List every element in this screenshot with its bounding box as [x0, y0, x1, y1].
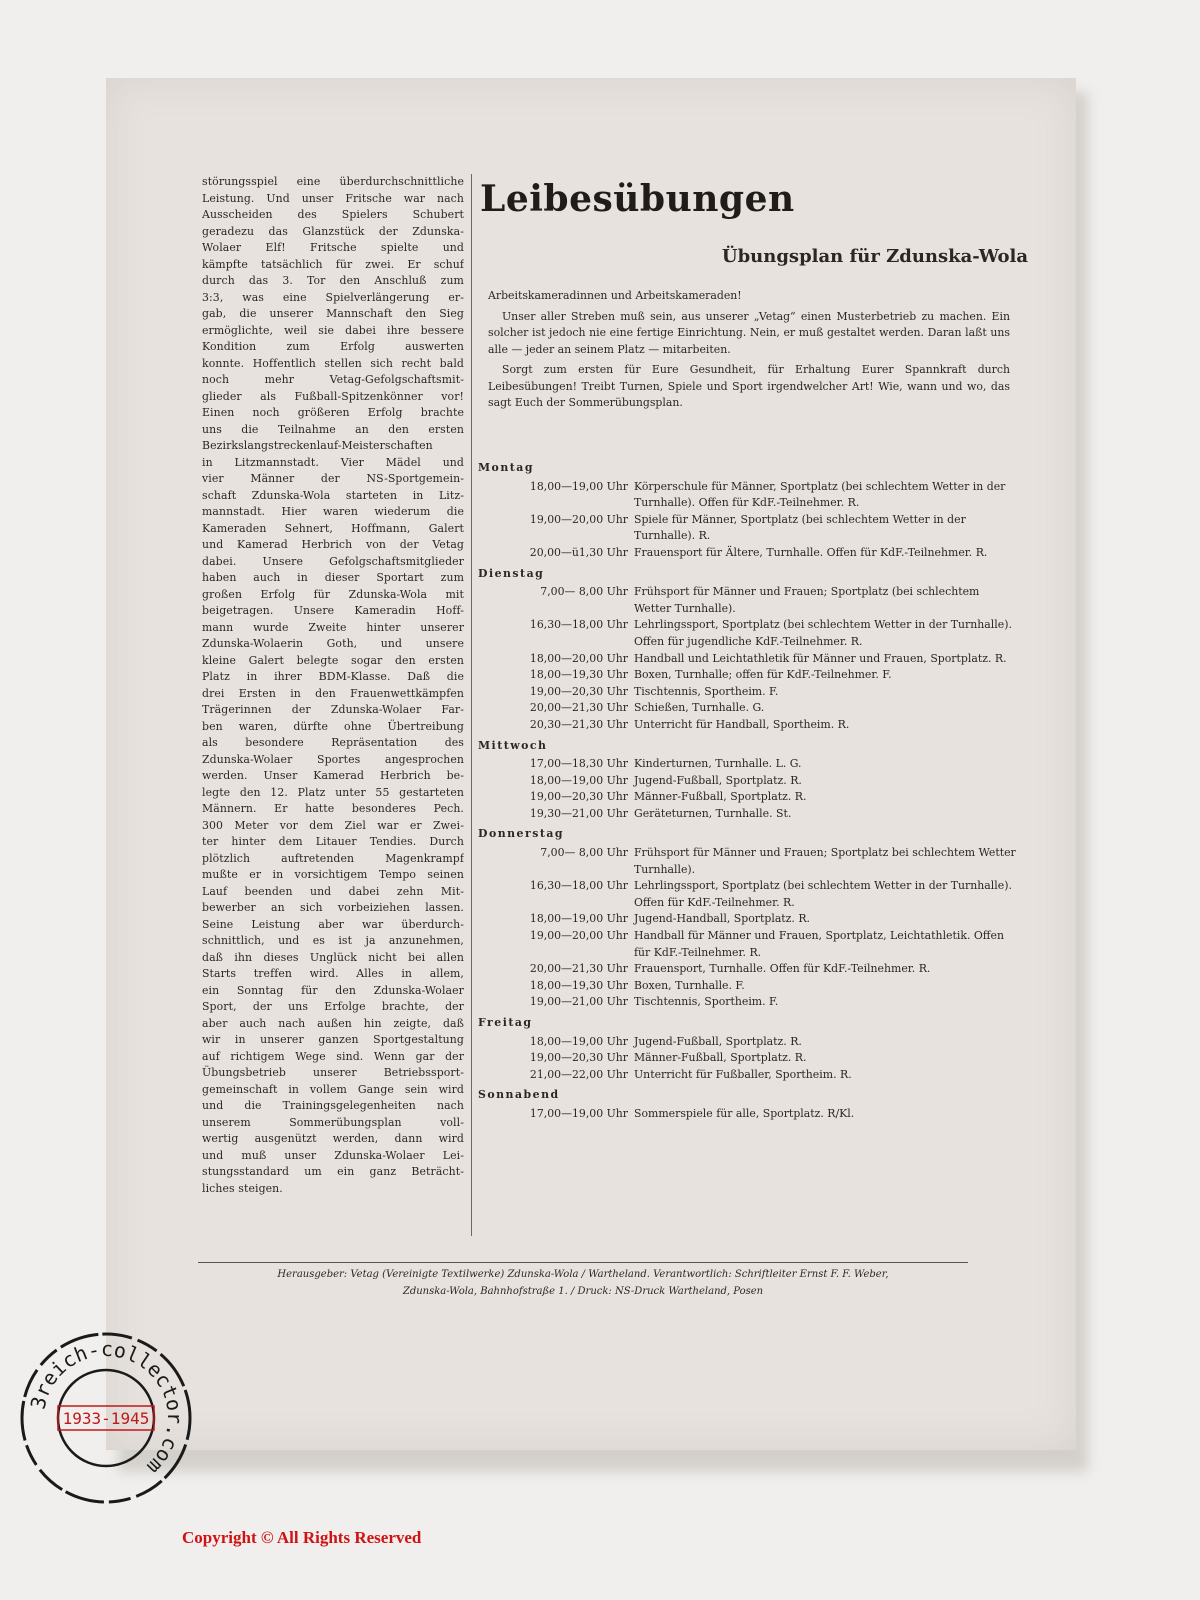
schedule-row — [478, 911, 1018, 928]
salutation: Arbeitskameradinnen und Arbeitskameraden! — [488, 289, 742, 302]
schedule-row — [478, 617, 1018, 650]
activity: Boxen, Turnhalle. F. — [634, 978, 745, 992]
time-slot: 19,00—20,00 Uhr — [529, 512, 628, 526]
schedule-row — [478, 1106, 1018, 1123]
article-line: Wolaer Elf! Fritsche spielte und — [202, 241, 464, 254]
time-slot: 7,00— 8,00 Uhr — [540, 846, 628, 860]
article-line: werden. Unser Kamerad Herbrich be- — [202, 769, 464, 782]
schedule-row — [478, 651, 1018, 668]
article-line: gemeinschaft in vollem Gange sein wird — [202, 1082, 464, 1096]
schedule-row — [478, 1067, 1018, 1084]
article-line: wir in unserer ganzen Sportgestaltung — [202, 1033, 464, 1046]
activity: Lehrlingssport, Sportplatz (bei schlechtem Wetter in der Turnhalle). Offen für KdF.-Teilnehmer. R. — [634, 879, 1012, 909]
article-line: noch mehr Vetag-Gefolgschaftsmit- — [202, 373, 464, 386]
schedule-row — [478, 545, 1018, 562]
article-line: Sport, der uns Erfolge brachte, der — [202, 1000, 464, 1013]
article-line: stungsstandard um ein ganz Beträcht- — [202, 1165, 464, 1178]
article-line: plötzlich auftretenden Magenkrampf — [202, 851, 464, 865]
article-line: bewerber an sich vorbeiziehen lassen. — [202, 901, 464, 914]
activity: Kinderturnen, Turnhalle. L. G. — [634, 757, 802, 771]
time-slot: 19,30—21,00 Uhr — [529, 806, 628, 820]
stamp-years: 1933-1945 — [62, 1409, 150, 1428]
article-line: Einen noch größeren Erfolg brachte — [202, 406, 464, 419]
time-slot: 16,30—18,00 Uhr — [529, 879, 628, 893]
article-line: 3:3, was eine Spielverlängerung er- — [202, 290, 464, 304]
time-slot: 20,00—21,30 Uhr — [529, 701, 628, 715]
copyright-notice: Copyright © All Rights Reserved — [182, 1528, 422, 1547]
article-line: kleine Galert belegte sogar den ersten — [202, 653, 464, 667]
article-line: Zdunska-Wolaerin Goth, und unsere — [202, 637, 464, 650]
right-column — [478, 170, 1028, 1120]
article-line: mannstadt. Hier waren wiederum die — [202, 505, 464, 518]
schedule-row — [478, 717, 1018, 734]
activity: Frauensport, Turnhalle. Offen für KdF.-Teilnehmer. R. — [634, 962, 931, 976]
activity: Männer-Fußball, Sportplatz. R. — [634, 1051, 807, 1065]
article-line: Leistung. Und unser Fritsche war nach — [202, 191, 464, 205]
activity: Tischtennis, Sportheim. F. — [634, 684, 779, 698]
article-line: geradezu das Glanzstück der Zdunska- — [202, 224, 464, 238]
schedule-row — [478, 1034, 1018, 1051]
time-slot: 18,00—19,30 Uhr — [529, 668, 628, 682]
time-slot: 17,00—18,30 Uhr — [529, 757, 628, 771]
stamp-ring-text: 3reich-collector.com — [25, 1336, 188, 1480]
activity: Unterricht für Handball, Sportheim. R. — [634, 717, 850, 731]
article-line: uns die Teilnahme an den ersten — [202, 422, 464, 436]
day-heading: Dienstag — [478, 566, 545, 580]
schedule-row — [478, 479, 1018, 512]
article-line: aber auch nach außen hin zeigte, daß — [202, 1016, 464, 1030]
day-heading: Donnerstag — [478, 827, 565, 841]
activity: Körperschule für Männer, Sportplatz (bei schlechtem Wetter in der Turnhalle). Offen für KdF.-Teilnehmer. R. — [634, 479, 1006, 510]
article-line: in Litzmannstadt. Vier Mädel und — [202, 455, 464, 469]
schedule-row — [478, 789, 1018, 806]
document-page — [106, 78, 1076, 1450]
schedule-row — [478, 584, 1018, 617]
schedule-row — [478, 994, 1018, 1011]
activity: Jugend-Fußball, Sportplatz. R. — [634, 773, 802, 787]
article-line: glieder als Fußball-Spitzenkönner vor! — [202, 389, 464, 403]
time-slot: 20,00—21,30 Uhr — [529, 962, 628, 976]
schedule-row — [478, 756, 1018, 773]
time-slot: 20,00—ü1,30 Uhr — [529, 545, 628, 559]
schedule-row — [478, 667, 1018, 684]
schedule-row — [478, 773, 1018, 790]
page-subtitle: Übungsplan für Zdunska-Wola — [721, 246, 1028, 267]
activity: Frühsport für Männer und Frauen; Sportplatz bei schlechtem Wetter Turnhalle). — [634, 846, 1016, 876]
schedule-row — [478, 878, 1018, 911]
activity: Boxen, Turnhalle; offen für KdF.-Teilnehmer. F. — [634, 668, 892, 682]
collector-stamp — [18, 1330, 194, 1506]
schedule-row — [478, 1050, 1018, 1067]
article-line: vier Männer der NS-Sportgemein- — [202, 472, 464, 485]
time-slot: 18,00—19,00 Uhr — [529, 912, 628, 926]
imprint-line-2: Zdunska-Wola, Bahnhofstraße 1. / Druck: NS-Druck Wartheland, Posen — [402, 1286, 764, 1297]
article-line: und Kamerad Herbrich von der Vetag — [202, 538, 464, 551]
article-line: ermöglichte, weil sie dabei ihre bessere — [202, 323, 464, 337]
imprint-footer — [198, 1266, 968, 1300]
article-line: Kameraden Sehnert, Hoffmann, Galert — [202, 521, 464, 535]
time-slot: 19,00—20,00 Uhr — [529, 929, 628, 943]
article-line: 300 Meter vor dem Ziel war er Zwei- — [202, 818, 464, 832]
article-line: Bezirkslangstreckenlauf-Meisterschaften — [202, 439, 433, 452]
article-line: schnittlich, und es ist ja anzunehmen, — [202, 934, 464, 947]
article-line: beigetragen. Unsere Kameradin Hoff- — [202, 604, 464, 617]
activity: Sommerspiele für alle, Sportplatz. R/Kl. — [634, 1106, 855, 1120]
activity: Handball für Männer und Frauen, Sportplatz, Leichtathletik. Offen für KdF.-Teilnehmer. R. — [634, 929, 1005, 959]
article-line: drei Ersten in den Frauenwettkämpfen — [202, 686, 464, 700]
article-line: legte den 12. Platz unter 55 gestarteten — [202, 785, 464, 799]
footer-rule — [198, 1262, 968, 1263]
day-block-montag — [478, 460, 1018, 562]
activity: Lehrlingssport, Sportplatz (bei schlechtem Wetter in der Turnhalle). Offen für jugendliche KdF.-Teilnehmer. R. — [634, 618, 1012, 648]
time-slot: 18,00—19,00 Uhr — [529, 773, 628, 787]
column-divider — [471, 174, 472, 1236]
schedule — [478, 456, 1018, 1123]
schedule-row — [478, 700, 1018, 717]
schedule-row — [478, 978, 1018, 995]
day-block-donnerstag — [478, 826, 1018, 1011]
day-block-sonnabend — [478, 1087, 1018, 1122]
activity: Jugend-Handball, Sportplatz. R. — [634, 912, 811, 926]
activity: Spiele für Männer, Sportplatz (bei schlechtem Wetter in der Turnhalle). R. — [634, 512, 966, 543]
article-line: und die Trainingsgelegenheiten nach — [202, 1099, 464, 1112]
schedule-row — [478, 512, 1018, 545]
day-heading: Sonnabend — [478, 1088, 560, 1102]
day-block-mittwoch — [478, 738, 1018, 823]
article-line: störungsspiel eine überdurchschnittliche — [202, 175, 464, 188]
article-line: Platz in ihrer BDM-Klasse. Daß die — [202, 670, 464, 683]
intro-paragraph-1: Unser aller Streben muß sein, aus unserer „Vetag“ einen Musterbetrieb zu machen. Ein solcher ist jedoch nie eine fertige Einrichtung. Nein, er muß gestaltet werden. Daran laßt uns alle — jeder an seinem Platz — mitarbeiten. — [488, 309, 1010, 356]
schedule-row — [478, 845, 1018, 878]
time-slot: 7,00— 8,00 Uhr — [540, 585, 628, 599]
time-slot: 21,00—22,00 Uhr — [529, 1067, 628, 1081]
schedule-row — [478, 928, 1018, 961]
article-line: haben auch in dieser Sportart zum — [202, 571, 464, 584]
activity: Geräteturnen, Turnhalle. St. — [634, 806, 792, 820]
article-line: Zdunska-Wolaer Sportes angesprochen — [202, 752, 464, 766]
article-line: Übungsbetrieb unserer Betriebssport- — [202, 1066, 464, 1079]
time-slot: 18,00—19,00 Uhr — [529, 1034, 628, 1048]
schedule-row — [478, 684, 1018, 701]
article-line: Starts treffen wird. Alles in allem, — [202, 967, 464, 980]
article-line: konnte. Hoffentlich stellen sich recht bald — [202, 356, 464, 370]
article-line: schaft Zdunska-Wola starteten in Litz- — [202, 488, 464, 502]
article-line: durch das 3. Tor den Anschluß zum — [202, 274, 464, 287]
article-line: und muß unser Zdunska-Wolaer Lei- — [202, 1148, 464, 1162]
page-title: Leibesübungen — [480, 178, 795, 220]
article-line: ein Sonntag für den Zdunska-Wolaer — [202, 983, 464, 997]
article-line: unserem Sommerübungsplan voll- — [202, 1115, 464, 1129]
intro-paragraph-2: Sorgt zum ersten für Eure Gesundheit, für Erhaltung Eurer Spannkraft durch Leibesübungen! Treibt Turnen, Spiele und Sport irgendwelcher Art! Wie, wann und wo, das sagt Euch der Sommerübungsplan. — [488, 363, 1010, 409]
time-slot: 18,00—20,00 Uhr — [529, 651, 628, 665]
time-slot: 16,30—18,00 Uhr — [529, 618, 628, 632]
activity: Männer-Fußball, Sportplatz. R. — [634, 790, 807, 804]
time-slot: 20,30—21,30 Uhr — [529, 717, 628, 731]
article-line: Lauf beenden und dabei zehn Mit- — [202, 884, 464, 898]
article-line: ter hinter dem Litauer Tendies. Durch — [202, 835, 464, 848]
time-slot: 19,00—21,00 Uhr — [529, 995, 628, 1009]
day-block-dienstag — [478, 566, 1018, 734]
article-line: kämpfte tatsächlich für zwei. Er schuf — [202, 257, 464, 271]
activity: Frauensport für Ältere, Turnhalle. Offen für KdF.-Teilnehmer. R. — [634, 545, 988, 559]
article-line: Kondition zum Erfolg auswerten — [202, 340, 464, 353]
schedule-row — [478, 961, 1018, 978]
day-heading: Montag — [478, 461, 534, 474]
article-line: daß ihn dieses Unglück nicht bei allen — [202, 950, 464, 964]
imprint-line-1: Herausgeber: Vetag (Vereinigte Textilwerke) Zdunska-Wola / Wartheland. Verantwortlich: Schriftleiter Ernst F. F. Weber, — [277, 1269, 889, 1280]
time-slot: 18,00—19,00 Uhr — [529, 479, 628, 493]
time-slot: 18,00—19,30 Uhr — [529, 978, 628, 992]
activity: Tischtennis, Sportheim. F. — [634, 995, 779, 1009]
article-line: Männern. Er hatte besonderes Pech. — [202, 802, 464, 815]
activity: Frühsport für Männer und Frauen; Sportplatz (bei schlechtem Wetter Turnhalle). — [634, 585, 980, 615]
time-slot: 19,00—20,30 Uhr — [529, 790, 628, 804]
intro-section — [488, 288, 1010, 416]
article-line: gab, die unserer Mannschaft den Sieg — [202, 307, 464, 320]
left-article-column — [202, 174, 464, 1197]
article-line: wertig ausgenützt werden, dann wird — [202, 1132, 464, 1145]
article-line: mann wurde Zweite hinter unserer — [202, 620, 464, 634]
schedule-row — [478, 806, 1018, 823]
article-line: mußte er in vorsichtigem Tempo seinen — [202, 868, 464, 881]
activity: Schießen, Turnhalle. G. — [634, 701, 765, 715]
article-line: Seine Leistung aber war überdurch- — [202, 917, 464, 931]
activity: Jugend-Fußball, Sportplatz. R. — [634, 1034, 802, 1048]
article-line: auf richtigem Wege sind. Wenn gar der — [202, 1049, 464, 1063]
article-line: großen Erfolg für Zdunska-Wola mit — [202, 587, 464, 601]
activity: Handball und Leichtathletik für Männer und Frauen, Sportplatz. R. — [634, 651, 1007, 665]
time-slot: 19,00—20,30 Uhr — [529, 684, 628, 698]
article-line: liches steigen. — [202, 1181, 283, 1195]
article-line: Trägerinnen der Zdunska-Wolaer Far- — [202, 703, 464, 716]
activity: Unterricht für Fußballer, Sportheim. R. — [634, 1067, 852, 1081]
day-heading: Mittwoch — [478, 738, 548, 752]
article-line: als besondere Repräsentation des — [202, 736, 464, 749]
day-heading: Freitag — [478, 1016, 533, 1029]
article-line: Ausscheiden des Spielers Schubert — [202, 208, 464, 221]
time-slot: 17,00—19,00 Uhr — [529, 1106, 628, 1120]
day-block-freitag — [478, 1015, 1018, 1083]
article-line: ben waren, dürfte ohne Übertreibung — [202, 719, 464, 733]
article-line: dabei. Unsere Gefolgschaftsmitglieder — [202, 554, 464, 568]
time-slot: 19,00—20,30 Uhr — [529, 1051, 628, 1065]
